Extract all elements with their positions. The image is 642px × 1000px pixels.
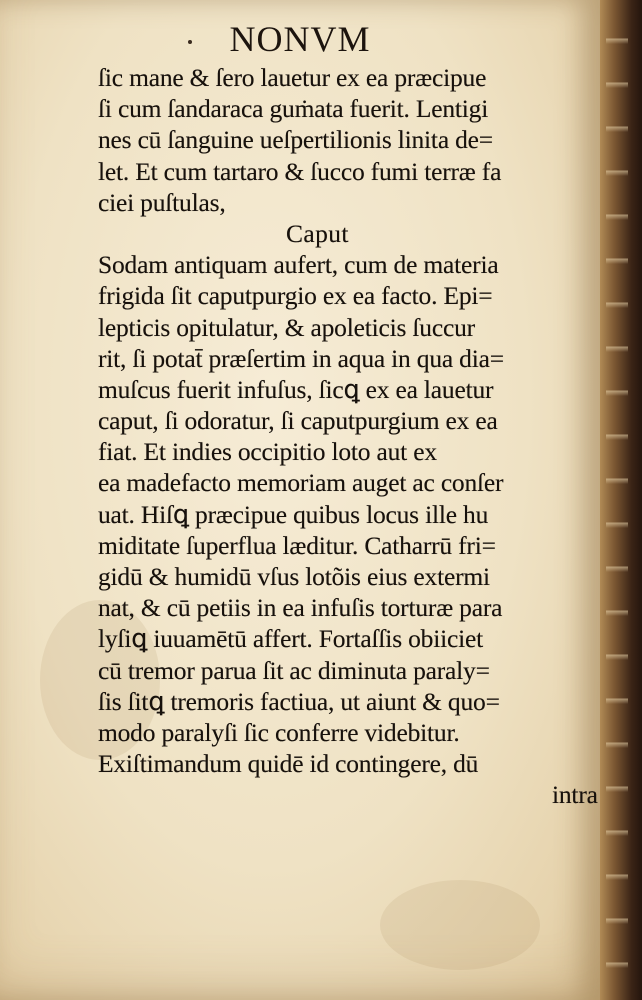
text-line: ciei puſtulas,: [98, 187, 226, 217]
text-line: ea madefacto memoriam auget ac conſer: [98, 468, 504, 498]
text-line: caput, ſi odoratur, ſi caputpurgium ex ea: [98, 406, 498, 436]
text-line: fiat. Et indies occipitio loto aut ex: [98, 437, 437, 467]
text-line: rit, ſi potat̄ præſertim in aqua in qua dia=: [98, 343, 504, 373]
text-line: gidū & humidū vſus lotõis eius extermi: [98, 562, 490, 591]
text-block: [98, 62, 600, 811]
text-line: lepticis opitulatur, & apoleticis ſuccur: [98, 312, 475, 342]
text-line: frigida ſit caputpurgio ex ea facto. Epi=: [98, 281, 493, 311]
text-line: ſi cum ſandaraca guṁata fuerit. Lentigi: [98, 94, 489, 124]
text-line: Sodam antiquam aufert, cum de materia: [98, 250, 499, 280]
running-head: NONVM: [229, 19, 371, 59]
paper-stain: [380, 880, 540, 970]
stacked-page-edges: [606, 0, 628, 1000]
text-line: Exiſtimandum quidē id contingere, dū: [98, 749, 479, 779]
section-heading: Caput: [286, 218, 349, 248]
text-line: muſcus fuerit infuſus, ſicꝗ ex ea lauetur: [98, 374, 494, 404]
text-line: let. Et cum tartaro & ſucco fumi terræ fa: [98, 156, 502, 186]
text-line: nes cū ſanguine ueſpertilionis linita de=: [98, 125, 493, 155]
text-line: ſic mane & ſero lauetur ex ea præcipue: [98, 63, 487, 92]
text-line: ſis ſitꝗ tremoris factiua, ut aiunt & quo=: [98, 686, 500, 716]
catchword: intra: [552, 780, 598, 810]
text-line: cū tremor parua ſit ac diminuta paraly=: [98, 655, 490, 685]
text-line: uat. Hiſꝗ præcipue quibus locus ille hu: [98, 499, 489, 529]
text-line: miditate ſuperflua læditur. Catharrū fri=: [98, 530, 496, 560]
text-line: modo paralyſi ſic conferre videbitur.: [98, 717, 460, 747]
text-line: lyſiꝗ iuuamētū affert. Fortaſſis obiiciet: [98, 624, 483, 654]
text-line: nat, & cū petiis in ea infuſis torturæ para: [98, 593, 503, 623]
